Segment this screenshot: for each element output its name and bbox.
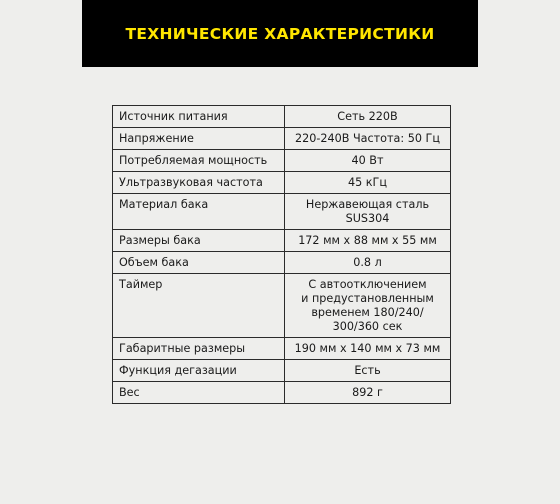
spec-label: Таймер — [113, 274, 285, 338]
spec-label: Объем бака — [113, 252, 285, 274]
table-row — [113, 150, 451, 172]
spec-value: Нержавеющая сталь SUS304 — [285, 194, 451, 230]
spec-value: Есть — [285, 360, 451, 382]
table-row — [113, 360, 451, 382]
spec-label: Материал бака — [113, 194, 285, 230]
table-row — [113, 382, 451, 404]
spec-value: 45 кГц — [285, 172, 451, 194]
spec-value: 220-240В Частота: 50 Гц — [285, 128, 451, 150]
table-row — [113, 252, 451, 274]
spec-value: 892 г — [285, 382, 451, 404]
table-row — [113, 128, 451, 150]
table-row — [113, 194, 451, 230]
spec-value: 190 мм х 140 мм х 73 мм — [285, 338, 451, 360]
table-row — [113, 172, 451, 194]
spec-label: Габаритные размеры — [113, 338, 285, 360]
spec-label: Функция дегазации — [113, 360, 285, 382]
spec-value: 0.8 л — [285, 252, 451, 274]
spec-label: Размеры бака — [113, 230, 285, 252]
header-banner — [82, 0, 478, 67]
spec-value: Сеть 220В — [285, 106, 451, 128]
table-row — [113, 106, 451, 128]
spec-label: Ультразвуковая частота — [113, 172, 285, 194]
spec-value: С автоотключением и предустановленным временем 180/240/ 300/360 сек — [285, 274, 451, 338]
spec-label: Вес — [113, 382, 285, 404]
table-row — [113, 230, 451, 252]
page-title: ТЕХНИЧЕСКИЕ ХАРАКТЕРИСТИКИ — [125, 24, 435, 43]
specs-table — [112, 105, 451, 404]
table-row — [113, 274, 451, 338]
spec-label: Напряжение — [113, 128, 285, 150]
spec-value: 40 Вт — [285, 150, 451, 172]
spec-label: Источник питания — [113, 106, 285, 128]
spec-value: 172 мм х 88 мм х 55 мм — [285, 230, 451, 252]
table-row — [113, 338, 451, 360]
spec-label: Потребляемая мощность — [113, 150, 285, 172]
